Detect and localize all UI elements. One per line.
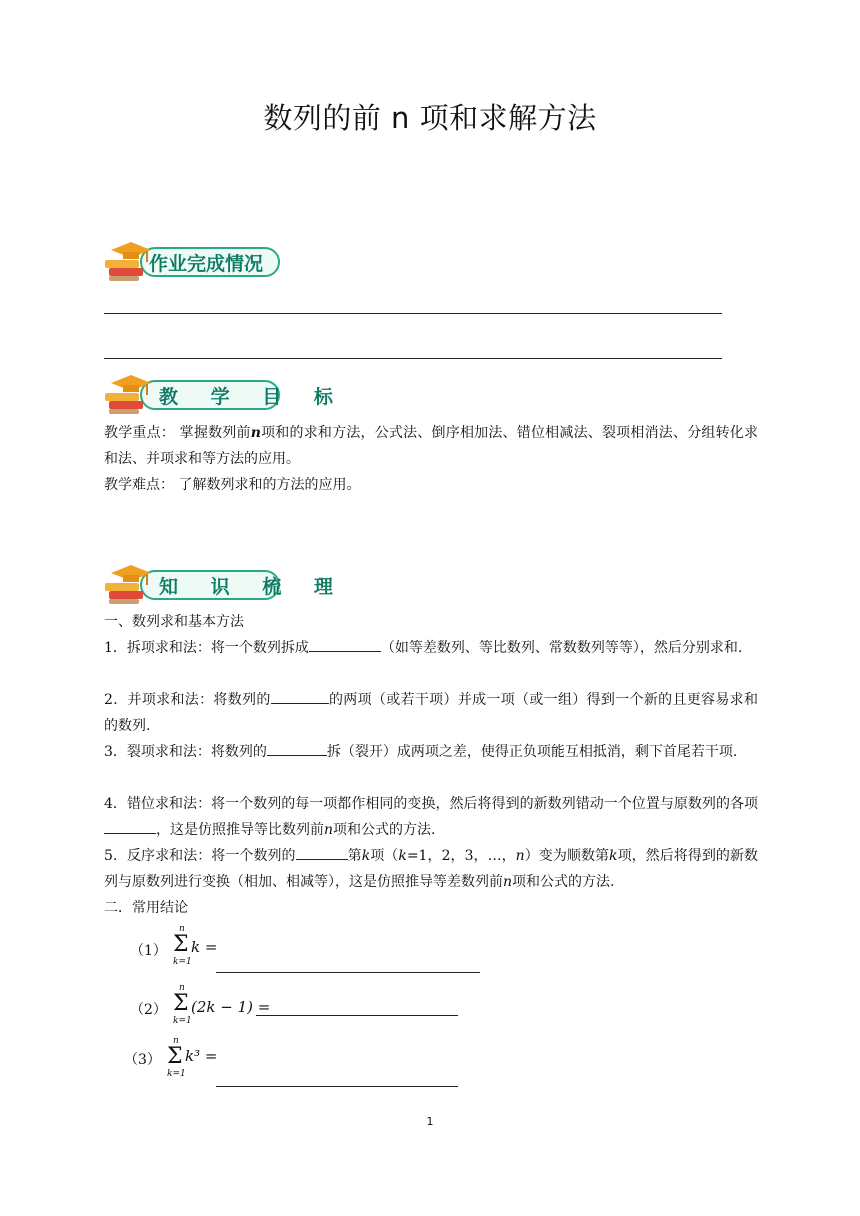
section-title: 知 识 梳 理 — [159, 576, 346, 598]
formula-expression: k³ = — [185, 1047, 218, 1065]
formula-expression: k = — [191, 938, 218, 956]
answer-line — [256, 1015, 458, 1016]
method-1: 1．拆项求和法：将一个数列拆成 （如等差数列、等比数列、常数数列等等），然后分别求和. — [104, 635, 758, 661]
fill-blank[interactable] — [271, 688, 329, 704]
section-banner-goals — [103, 373, 346, 417]
fill-blank[interactable] — [309, 636, 381, 652]
teaching-key-points: 教学重点： 掌握数列前n项和的求和方法，公式法、倒序相加法、错位相减法、裂项相消法、分组转化求和法、并项求和等方法的应用。 — [104, 425, 759, 467]
page-number: 1 — [426, 1115, 434, 1128]
method-2: 2．并项求和法：将数列的 的两项（或若干项）并成一项（或一组）得到一个新的且更容易求和的数列. — [104, 687, 758, 739]
fill-blank[interactable] — [104, 818, 156, 834]
answer-line — [104, 313, 722, 314]
method-4: 4．错位求和法：将一个数列的每一项都作相同的变换，然后将得到的新数列错动一个位置与原数列的各项，这是仿照推导等比数列前n项和公式的方法. — [104, 796, 758, 838]
method-5: 5．反序求和法：将一个数列的 第k项（k=1，2，3，…，n）变为顺数第k项，然后将得到的新数列与原数列进行变换（相加、相减等），这是仿照推导等差数列前n项和公式的方法. — [104, 843, 758, 895]
heading-conclusions: 二．常用结论 — [104, 900, 188, 916]
section-banner-homework — [103, 240, 281, 284]
formula-label: （3） — [124, 1052, 161, 1068]
fill-blank[interactable] — [267, 740, 327, 756]
formula-expression: (2k − 1) = — [191, 998, 271, 1016]
section-title: 教 学 目 标 — [159, 386, 346, 408]
answer-line — [216, 972, 480, 973]
section-banner-knowledge — [103, 563, 346, 607]
section-title: 作业完成情况 — [149, 253, 264, 275]
formula-label: （1） — [130, 943, 167, 959]
page-title: 数列的前 n 项和求解方法 — [263, 101, 597, 135]
answer-line — [104, 358, 722, 359]
method-3: 3．裂项求和法：将数列的 拆（裂开）成两项之差，使得正负项能互相抵消，剩下首尾若干项. — [104, 739, 758, 765]
heading-methods: 一、数列求和基本方法 — [104, 614, 244, 630]
fill-blank[interactable] — [296, 844, 348, 860]
teaching-difficulty: 教学难点： 了解数列求和的方法的应用。 — [104, 477, 361, 493]
answer-line — [216, 1086, 458, 1087]
formula-label: （2） — [130, 1002, 167, 1018]
